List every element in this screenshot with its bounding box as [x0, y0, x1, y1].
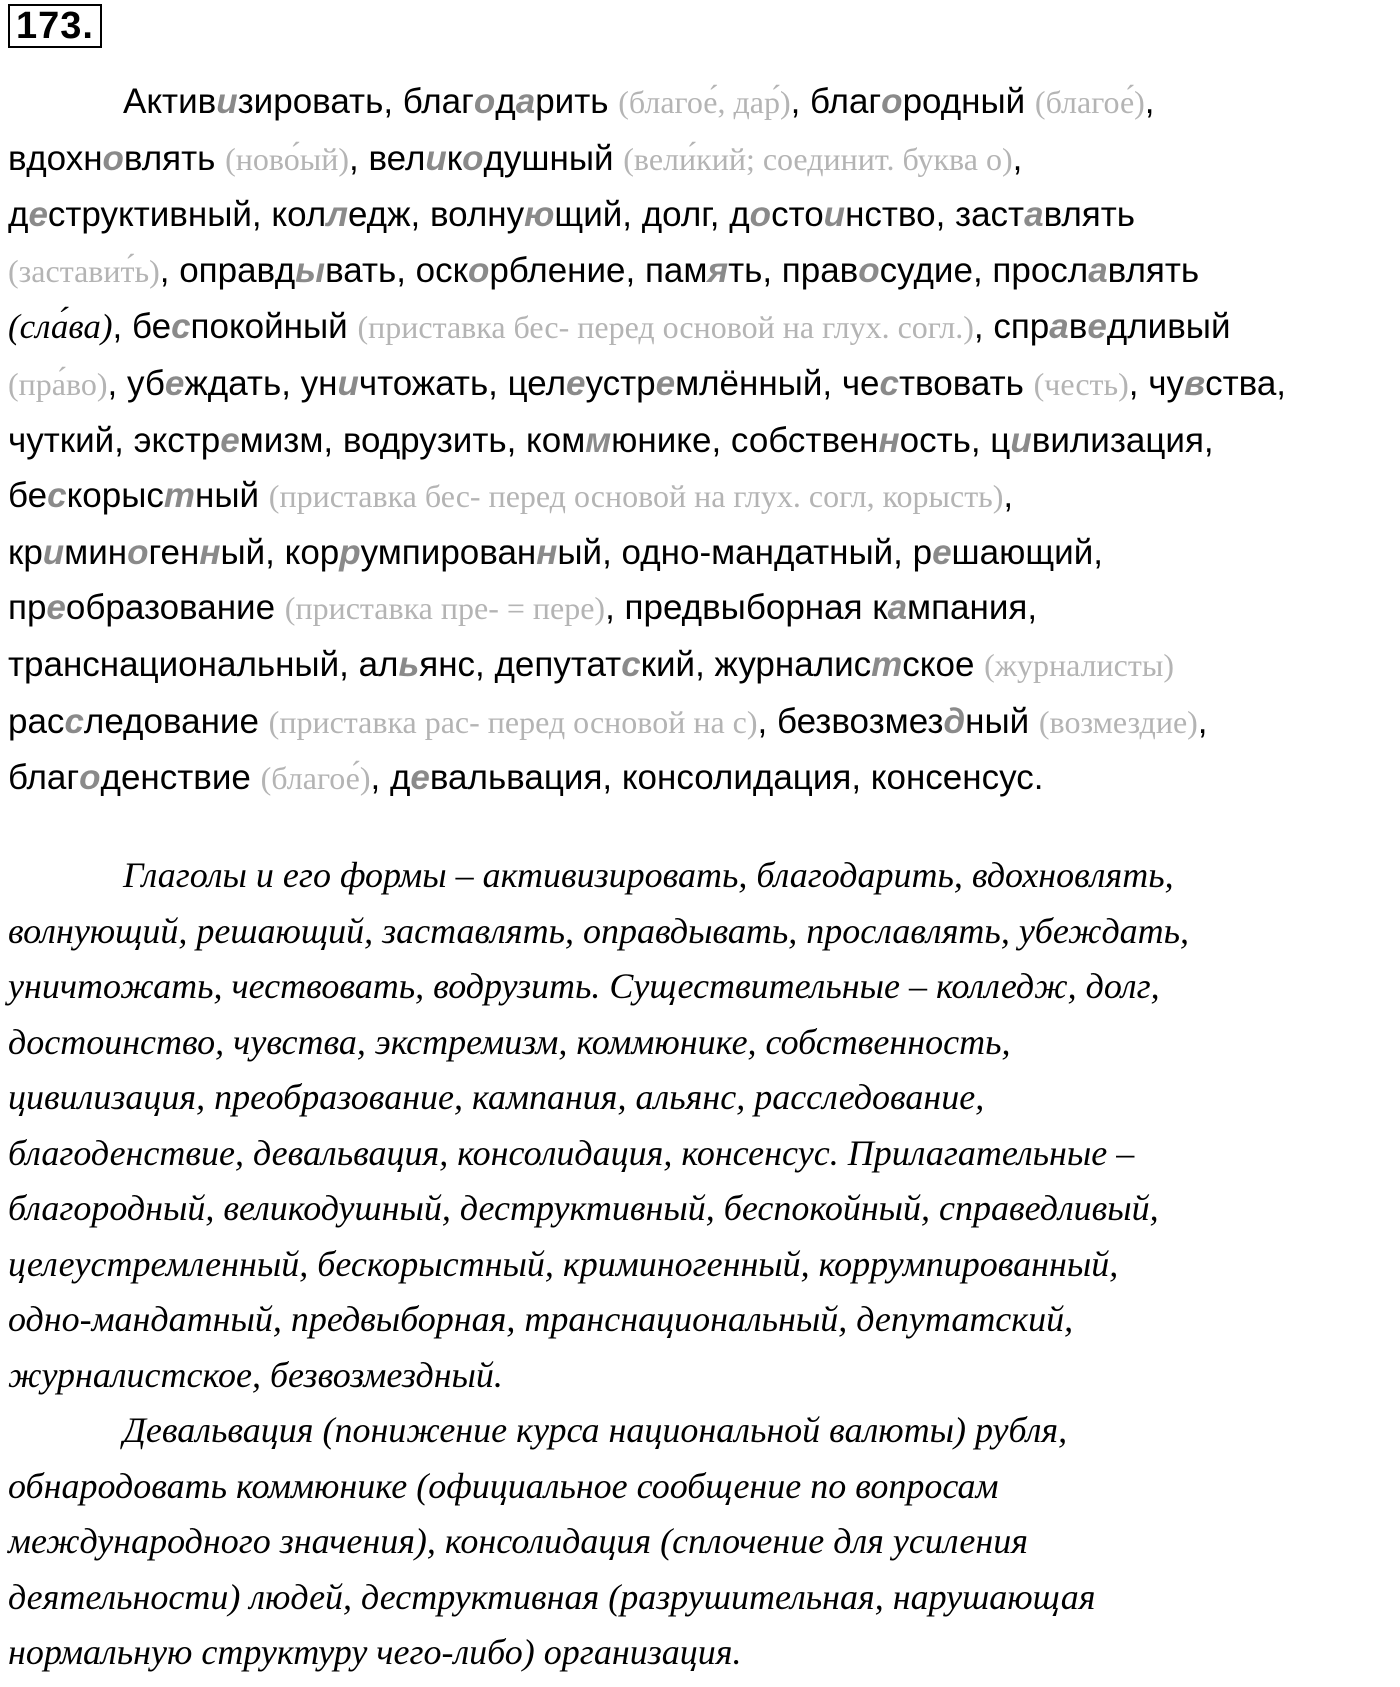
highlighted-letter: с: [171, 307, 191, 347]
grey-note: (благое́, дар́): [618, 84, 791, 120]
word-text: юнике, собствен: [611, 420, 879, 460]
word-text: ть, прав: [728, 250, 859, 290]
highlighted-letter: е: [164, 363, 185, 403]
analysis-text: достоинство, чувства, экстремизм, коммюнике, собственность,: [8, 1021, 1011, 1062]
highlighted-letter: о: [79, 758, 101, 798]
highlighted-letter: е: [410, 758, 430, 798]
word-text: нство, заст: [845, 195, 1025, 235]
word-text: пр: [8, 588, 47, 628]
word-line: [8, 299, 1392, 356]
word-text: умпирован: [360, 532, 537, 572]
highlighted-letter: с: [47, 476, 67, 516]
highlighted-letter: о: [473, 82, 496, 121]
word-text: шающий,: [951, 532, 1103, 572]
word-text: денствие: [100, 758, 261, 798]
highlighted-letter: е: [220, 420, 240, 460]
highlighted-letter: я: [707, 250, 729, 290]
highlighted-letter: д: [943, 701, 966, 741]
word-text: ,: [1003, 476, 1014, 516]
analysis-line: [8, 1181, 1392, 1237]
grey-note: (приставка бес- перед основой на глух. согл, корысть): [268, 478, 1004, 515]
word-text: едж, волну: [347, 195, 525, 235]
highlighted-letter: и: [216, 82, 238, 121]
word-line: [8, 750, 1392, 807]
word-text: , бе: [112, 307, 172, 347]
analysis-text: благородный, великодушный, деструктивный, беспокойный, справедливый,: [8, 1188, 1159, 1228]
word-text: вилизация,: [1031, 420, 1214, 460]
word-text: ый, одно-мандатный, р: [557, 532, 933, 572]
word-line: [8, 74, 1392, 131]
analysis-text: обнародовать коммюнике (официальное сообщение по вопросам: [8, 1465, 999, 1506]
word-text: мин: [64, 532, 128, 572]
word-line: [8, 356, 1392, 413]
word-text: чтожать, цел: [358, 363, 567, 403]
word-text: к: [446, 138, 463, 178]
italic-note: (сла́ва): [8, 307, 113, 347]
word-text: ,: [1012, 138, 1023, 178]
analysis-line: [8, 1459, 1392, 1515]
highlighted-letter: е: [1087, 307, 1107, 347]
word-text: влять: [1043, 195, 1135, 235]
word-text: транснациональный, ал: [8, 644, 399, 684]
highlighted-letter: е: [932, 532, 952, 572]
highlighted-letter: е: [655, 363, 676, 403]
grey-note: (благое́): [1034, 84, 1145, 120]
word-text: ледование: [83, 701, 269, 741]
analysis-text: Девальвация (понижение курса национальной валюты) рубля,: [123, 1410, 1068, 1450]
word-text: влять: [1107, 250, 1200, 290]
word-text: покойный: [190, 307, 358, 347]
analysis-line: [8, 1292, 1392, 1348]
word-text: вдохн: [8, 138, 103, 178]
grey-note: (пра́во): [8, 365, 108, 402]
word-line: [8, 187, 1392, 243]
analysis-line: [8, 1237, 1392, 1293]
analysis-text: одно-мандатный, предвыборная, транснациональный, депутатский,: [8, 1299, 1074, 1339]
word-text: влять: [123, 138, 226, 178]
analysis-line: [8, 1126, 1392, 1182]
highlighted-letter: н: [199, 532, 221, 572]
analysis-paragraph: [8, 848, 1392, 1681]
word-text: д: [8, 195, 29, 235]
analysis-line: [8, 1514, 1392, 1570]
highlighted-letter: м: [585, 420, 612, 460]
word-text: устр: [585, 363, 656, 403]
analysis-text: нормальную структуру чего-либо) организация.: [8, 1632, 742, 1672]
highlighted-letter: а: [1024, 195, 1044, 235]
word-text: судие, просл: [879, 250, 1089, 290]
analysis-line: [8, 1570, 1392, 1626]
word-text: , оправд: [159, 250, 296, 290]
word-line: [8, 637, 1392, 694]
highlighted-letter: о: [102, 138, 124, 178]
word-text: кий, журналис: [640, 644, 872, 684]
word-line: [8, 694, 1392, 751]
analysis-line: [8, 1070, 1392, 1126]
word-text: вальвация, консолидация, консенсус.: [429, 758, 1044, 798]
highlighted-letter: с: [879, 363, 899, 403]
word-text: вать, оск: [325, 250, 468, 290]
word-line: [8, 468, 1392, 525]
word-text: ское: [902, 644, 985, 684]
word-text: рить: [535, 82, 619, 121]
highlighted-letter: а: [887, 588, 908, 628]
word-text: ный: [965, 701, 1039, 741]
grey-note: (ново́ый): [225, 140, 350, 177]
highlighted-letter: с: [621, 644, 641, 684]
highlighted-letter: н: [878, 420, 900, 460]
word-line: [8, 243, 1392, 300]
grey-note: (приставка пре- = пере): [284, 590, 606, 627]
analysis-line: [8, 1348, 1392, 1404]
word-text: , чу: [1128, 363, 1184, 403]
analysis-text: журналистское, безвозмездный.: [8, 1354, 503, 1395]
analysis-text: цивилизация, преобразование, кампания, альянс, расследование,: [8, 1077, 985, 1117]
analysis-text: уничтожать, чествовать, водрузить. Существительные – колледж, долг,: [8, 966, 1160, 1006]
word-text: рбление, пам: [489, 250, 708, 290]
word-list-paragraph: [8, 74, 1392, 807]
highlighted-letter: а: [515, 82, 536, 121]
word-text: родный: [902, 82, 1035, 121]
highlighted-letter: о: [467, 250, 490, 290]
word-text: твовать: [899, 363, 1034, 403]
word-text: структивный, кол: [47, 195, 327, 235]
word-line: [8, 580, 1392, 637]
highlighted-letter: о: [462, 138, 484, 178]
highlighted-letter: ь: [398, 644, 420, 684]
word-text: рас: [8, 701, 65, 741]
word-text: ый, кор: [220, 532, 340, 572]
analysis-line: [8, 1625, 1392, 1681]
analysis-line: [8, 1403, 1392, 1459]
word-text: янс, депутат: [419, 644, 622, 684]
grey-note: (благое́): [260, 760, 371, 797]
highlighted-letter: н: [536, 532, 558, 572]
highlighted-letter: и: [425, 138, 447, 178]
grey-note: (честь): [1033, 365, 1129, 402]
highlighted-letter: о: [749, 195, 772, 235]
grey-note: (заставит́ь): [8, 252, 160, 289]
word-text: Актив: [123, 82, 217, 121]
highlighted-letter: и: [42, 532, 65, 572]
analysis-line: [8, 904, 1392, 960]
word-text: млённый, че: [675, 363, 880, 403]
word-text: в: [1068, 307, 1088, 347]
word-text: благ: [8, 758, 80, 798]
word-text: , д: [370, 758, 411, 798]
grey-note: (приставка бес- перед основой на глух. согл.): [357, 309, 974, 346]
highlighted-letter: с: [64, 701, 84, 741]
word-text: ства,: [1205, 363, 1287, 403]
analysis-text: международного значения), консолидация (сплочение для усиления: [8, 1521, 1029, 1561]
exercise-number: 173.: [8, 4, 102, 48]
highlighted-letter: и: [1010, 420, 1032, 460]
word-text: зировать, благ: [237, 82, 474, 121]
word-line: [8, 413, 1392, 469]
highlighted-letter: ы: [295, 250, 326, 290]
highlighted-letter: а: [1049, 307, 1069, 347]
grey-note: (приставка рас- перед основой на с): [268, 703, 758, 740]
highlighted-letter: л: [326, 195, 348, 235]
analysis-text: волнующий, решающий, заставлять, оправдывать, прославлять, убеждать,: [8, 910, 1190, 951]
grey-note: (журналисты): [984, 646, 1174, 683]
word-text: щий, долг, д: [554, 195, 750, 235]
word-line: [8, 131, 1392, 188]
analysis-line: [8, 848, 1392, 904]
highlighted-letter: и: [823, 195, 846, 235]
highlighted-letter: в: [1183, 363, 1206, 403]
analysis-text: Глаголы и его формы – активизировать, благодарить, вдохновлять,: [123, 855, 1174, 895]
word-text: ,: [1144, 82, 1155, 121]
word-text: сто: [771, 195, 824, 235]
analysis-text: деятельности) людей, деструктивная (разрушительная, нарушающая: [8, 1576, 1096, 1617]
analysis-line: [8, 959, 1392, 1015]
highlighted-letter: т: [871, 644, 903, 684]
highlighted-letter: о: [881, 82, 903, 121]
word-text: , спр: [973, 307, 1050, 347]
word-text: , безвозмез: [757, 701, 944, 741]
word-line: [8, 525, 1392, 581]
grey-note: (возмездие): [1038, 703, 1198, 740]
word-text: ость, ц: [899, 420, 1011, 460]
highlighted-letter: о: [127, 532, 149, 572]
highlighted-letter: т: [163, 476, 196, 516]
highlighted-letter: е: [46, 588, 66, 628]
word-text: ген: [148, 532, 200, 572]
analysis-text: целеустремленный, бескорыстный, криминогенный, коррумпированный,: [8, 1243, 1119, 1284]
highlighted-letter: ю: [524, 195, 555, 235]
highlighted-letter: и: [337, 363, 359, 403]
highlighted-letter: е: [566, 363, 586, 403]
word-text: чуткий, экстр: [8, 420, 221, 460]
word-text: корыс: [66, 476, 164, 516]
highlighted-letter: о: [858, 250, 880, 290]
word-text: ждать, ун: [184, 363, 338, 403]
word-text: образование: [65, 588, 285, 628]
analysis-text: благоденствие, девальвация, консолидация, консенсус. Прилагательные –: [8, 1132, 1135, 1173]
word-text: , благ: [790, 82, 882, 121]
word-text: ный: [195, 476, 269, 516]
word-text: дливый: [1106, 307, 1231, 347]
analysis-line: [8, 1015, 1392, 1071]
word-text: , вел: [349, 138, 426, 178]
word-text: , уб: [107, 363, 165, 403]
highlighted-letter: е: [28, 195, 48, 235]
word-text: , предвыборная к: [605, 588, 888, 628]
word-text: мизм, водрузить, ком: [239, 420, 586, 460]
word-text: душный: [483, 138, 624, 178]
word-text: ,: [1197, 701, 1208, 741]
highlighted-letter: р: [339, 532, 361, 572]
word-text: бе: [8, 476, 48, 516]
word-text: кр: [8, 532, 43, 572]
word-text: мпания,: [907, 588, 1038, 628]
word-text: д: [495, 82, 516, 121]
grey-note: (вели́кий; соединит. буква о): [623, 140, 1013, 177]
highlighted-letter: а: [1088, 250, 1108, 290]
